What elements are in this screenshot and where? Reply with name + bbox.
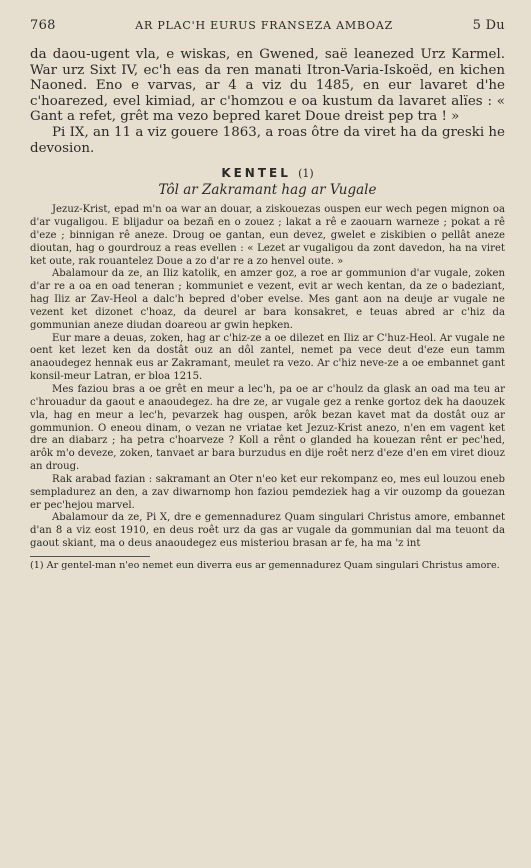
header-right-label: 5 Du — [472, 18, 505, 33]
section-heading-text: KENTEL — [221, 166, 291, 181]
body-paragraph-5: Rak arabad fazian : sakramant an Oter n'eo ket eur rekompanz eo, mes eul louzou eneb sempladurez an den, a zav diwarnomp hon faziou pemdeziek hag a vir ouzomp da gouezan er pec'hejou marvel. — [30, 473, 505, 511]
intro-paragraph-1: da daou-ugent vla, e wiskas, en Gwened, saë leanezed Urz Karmel. War urz Sixt IV, ec'h eas da ren manati Itron-Varia-Iskoëd, en kichen Naoned. Eno e varvas, ar 4 a viz du 1485, en eur lavaret d'he c'hoarezed, evel kimiad, ar c'homzou e oa kustum da lavaret alïes : « Gant a refet, grêt ma vezo bepred karet Doue dreist pep tra ! » — [30, 47, 505, 125]
body-paragraph-2: Abalamour da ze, an Iliz katolik, en amzer goz, a roe ar gommunion d'ar vugale, zoken d'ar re a oa en oad teneran ; kommuniet e vezent, evit ar wech kentan, da ze o badeziant, hag Iliz ar Zav-Heol a dalc'h bepred d'ober evelse. Mes gant aon na deuje ar vugale ne vezent ket dizonet c'hoaz, da deurel ar bara konsakret, e teuas abred ar c'hiz da gommunian aneze diudan doareou ar gwin hepken. — [30, 268, 505, 331]
footnote: (1) Ar gentel-man n'eo nemet eun diverra eus ar gemennadurez Quam singulari Christus amore. — [30, 559, 500, 571]
lesson-body — [30, 204, 505, 551]
body-paragraph-1: Jezuz-Krist, epad m'n oa war an douar, a ziskouezas ouspen eur wech pegen mignon oa d'ar vugaligou. E blijadur oa bezañ en o zouez ; lakat a rê e zaouarn warneze ; pokat a rê d'eze ; binnigan rê aneze. Droug oe gantan, eun devez, gwelet e ziskibien o pellât aneze dioutan, hag o gourdrouz a reas evellen : « Lezet ar vugaligou da zont davedon, ha na viret ket oute, rak rouantelez Doue a zo d'ar re a zo henvel oute. » — [30, 204, 505, 267]
intro-paragraph-2: Pi IX, an 11 a viz gouere 1863, a roas ôtre da viret ha da greski he devosion. — [30, 124, 505, 156]
section-subheading: Tôl ar Zakramant hag ar Vugale — [158, 182, 377, 199]
page-number: 768 — [30, 18, 56, 33]
body-paragraph-3: Eur mare a deuas, zoken, hag ar c'hiz-ze a oe dilezet en Iliz ar C'huz-Heol. Ar vugale ne oent ket lezet ken da dostât ouz an dôl zantel, nemet pa vece deut d'eze eun tamm anaoudegez hennak eus ar Zakramant, meulet ra vezo. Ar c'hiz neve-ze a oe embannet gant konsil-meur Latran, er bloa 1215. — [30, 332, 505, 383]
footnote-divider — [30, 556, 150, 557]
running-header — [30, 18, 505, 33]
running-title: AR PLAC'H EURUS FRANSEZA AMBOAZ — [135, 19, 394, 32]
body-paragraph-4: Mes faziou bras a oe grêt en meur a lec'h, pa oe ar c'houlz da glask an oad ma teu ar c'hrouadur da gaout e anaoudegez. ha dre ze, ar vugale gez a renke gortoz dek ha daouzek vla, hag en meur a lec'h, pevarzek hag ouspen, arôk bezan kavet mat da dostât ouz ar gommunion. O eneou dinam, o vezan ne vriatae ket Jezuz-Krist anezo, n'en em vagent ket dre an diabarz ; ha petra c'hoarveze ? Koll a rênt o glanded ha kouezan rênt er pec'hed, arôk m'o deveze, zoken, tanvaet ar bara burzudus en dije roêt nerz d'eze d'en em viret diouz an droug. — [30, 383, 505, 473]
body-paragraph-6: Abalamour da ze, Pi X, dre e gemennadurez Quam singulari Christus amore, embannet d'an 8 a viz eost 1910, en deus roêt urz da gas ar vugale da gommunian dal ma teuont da gaout skiant, ma o deus anaoudegez eus misteriou brasan ar fe, ha ma 'z int — [30, 512, 505, 550]
section-heading — [30, 166, 505, 180]
section-heading-note: (1) — [298, 167, 314, 181]
